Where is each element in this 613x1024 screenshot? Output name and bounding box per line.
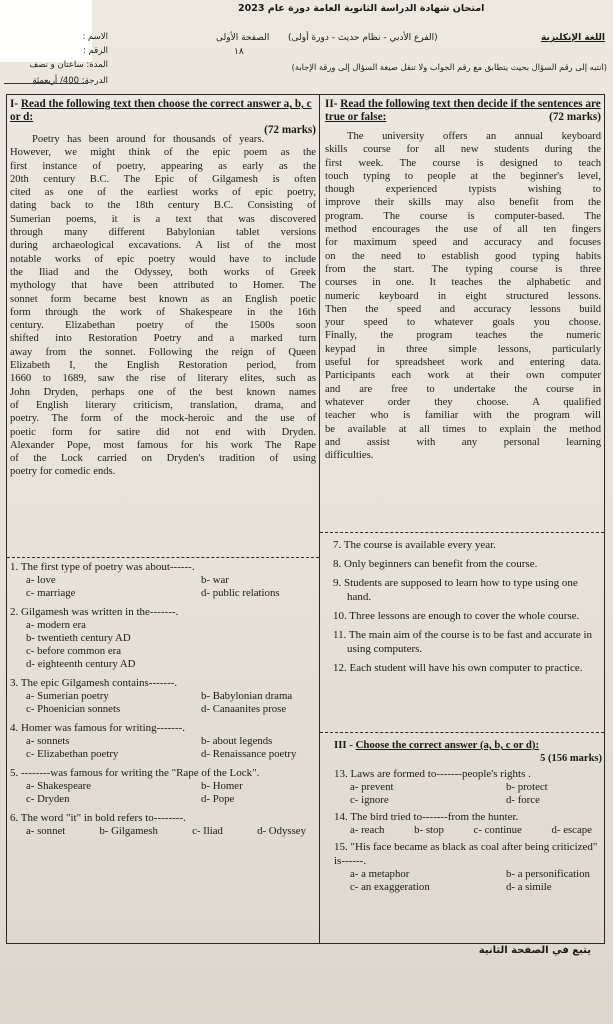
question (10, 676, 316, 716)
option-c: c- an exaggeration (350, 881, 430, 893)
question-options (334, 868, 602, 894)
question-stem: 3. The epic Gilgamesh contains-------. (10, 677, 178, 689)
passage-line: be available at all times to explain the method (325, 423, 601, 435)
passage-line: first instance of poetry, appearing as early as the (10, 160, 316, 172)
passage-line: numeric keyboard in eight structured lessons. (325, 290, 601, 302)
passage-line: during archaeological excavations. A list of the most (10, 240, 316, 252)
statement: 9. Students are supposed to learn how to type using one hand. (333, 577, 578, 603)
passage-line: from the start. The typing course is three (325, 263, 601, 275)
option-a: a- sonnet (26, 825, 66, 837)
passage-line: and assist with any personal learning (325, 436, 601, 448)
passage-line: keypad in three simple lessons, particularly (325, 343, 601, 355)
passage-line: poetry for comedic ends. (10, 466, 116, 478)
question-stem: 1. The first type of poetry was about------. (10, 561, 195, 573)
option-c: c- Phoenician sonnets (26, 703, 121, 715)
option-c: c- marriage (26, 587, 76, 599)
passage-line: useful for spreadsheet work and entering data. (325, 357, 601, 369)
section2 (325, 98, 601, 462)
question-stem: 14. The bird tried to-------from the hunter. (334, 811, 519, 823)
section2-title: II- Read the following text then decide if the sentences are true or false: (72 marks) (325, 98, 601, 123)
statement: 8. Only beginners can benefit from the course. (333, 558, 538, 570)
option-d: d- force (506, 794, 540, 806)
question-stem: 2. Gilgamesh was written in the-------. (10, 606, 179, 618)
continue-note: يتبع في الصفحة الثانية (478, 945, 591, 956)
section3-title: III - Choose the correct answer (a, b, c or d): (334, 739, 540, 751)
passage-line: improve their skills may also benefit from the (325, 197, 601, 209)
option-b: b- about legends (201, 735, 273, 747)
option-c: c- Elizabethan poetry (26, 748, 119, 760)
question-options (10, 780, 316, 806)
question-options (10, 619, 316, 671)
question-stem: 4. Homer was famous for writing-------. (10, 722, 186, 734)
option-a: a- modern era (26, 619, 86, 631)
option-b: b- war (201, 574, 229, 586)
question (10, 811, 316, 838)
option-d: d- eighteenth century AD (26, 658, 136, 670)
question-stem: 6. The word "it" in bold refers to--------. (10, 812, 186, 824)
subject: اللغة الإنكليزية (541, 33, 605, 43)
branch: (الفرع الأدبي - نظام حديث - دورة أولى) (288, 33, 438, 43)
passage-line: 1660 to 1689, saw the rise of literary elites, such as (10, 373, 316, 385)
section1-questions (10, 560, 316, 843)
section3 (334, 739, 602, 897)
section3-questions (334, 767, 602, 894)
option-a: a- Sumerian poetry (26, 690, 109, 702)
question-options (10, 735, 316, 761)
field-number: الرقم : (83, 46, 108, 56)
option-a: a- reach (350, 824, 385, 836)
question (334, 840, 602, 894)
passage-line: Sumerian poems, it is a text that was discovered (10, 213, 316, 225)
passage-line: poetic form for satire did not end with Dryden. (10, 426, 316, 438)
question-options (10, 574, 316, 600)
option-c: c- ignore (350, 794, 389, 806)
option-b: b- Babylonian drama (201, 690, 293, 702)
question (10, 560, 316, 600)
passage-line: away from the sonnet. Following the reign of Queen (10, 346, 316, 358)
passage-line: on the need to establish good typing habits (325, 250, 601, 262)
question-stem: 13. Laws are formed to-------people's rights . (334, 768, 531, 780)
option-b: b- Gilgamesh (99, 825, 158, 837)
option-d: d- Canaanites prose (201, 703, 287, 715)
passage-line: The university offers an annual keyboard (347, 131, 601, 142)
passage-line: dating back to the 18th century B.C. Consisting of (10, 200, 316, 212)
passage-line: skills course for all new students during the (325, 144, 601, 156)
option-c: c- continue (473, 824, 522, 836)
passage-line: poetry. The form of the mock-heroic and the use of (10, 413, 316, 425)
section1 (10, 98, 316, 479)
passage-line: and are free to undertake the course in (325, 383, 601, 395)
option-d: d- a simile (506, 881, 552, 893)
passage-line: Elizabeth I, the English Restoration period, from (10, 360, 316, 372)
passage-line: through many different Babylonian tablet versions (10, 227, 316, 239)
passage-line: mythology that have been attributed to Homer. The (10, 280, 316, 292)
option-b: b- stop (414, 824, 444, 836)
option-c: c- Iliad (192, 825, 223, 837)
field-grade: الدرجة: 400/ أربعمئة (32, 76, 108, 86)
option-d: d- Odyssey (257, 825, 306, 837)
section2-marks: (72 marks) (549, 111, 601, 123)
section1-passage (10, 133, 316, 479)
option-c: c- before common era (26, 645, 122, 657)
passage-line: 20th century B.C. The Epic of Gilgamesh is often (10, 173, 316, 185)
section3-marks: (156 marks) (548, 753, 602, 764)
option-a: a- Shakespeare (26, 780, 92, 792)
redacted-corner (0, 0, 92, 62)
passage-line: difficulties. (325, 450, 374, 462)
column-divider (319, 94, 320, 944)
question-options (334, 781, 602, 807)
exam-title: امتحان شهادة الدراسة الثانوية العامة دورة عام 2023 (238, 3, 485, 14)
section1-marks: (72 marks) (264, 124, 316, 136)
option-b: b- Homer (201, 780, 243, 792)
option-c: c- Dryden (26, 793, 70, 805)
passage-line: first week. The course is designed to teach (325, 157, 601, 169)
passage-line: of English literary criticism, translation, drama, and (10, 399, 316, 411)
option-d: d- Pope (201, 793, 235, 805)
question-options (334, 824, 602, 837)
statement: 7. The course is available every year. (333, 539, 496, 551)
passage-line: John Dryden, perhaps one of the best known names (10, 386, 316, 398)
section3-instruction: Choose the correct answer (a, b, c or d): (355, 739, 540, 751)
passage-line: Poetry has been around for thousands of years. (32, 134, 265, 145)
passage-line: whatever order they choose. A qualified (325, 396, 601, 408)
option-b: b- protect (506, 781, 548, 793)
option-d: d- public relations (201, 587, 280, 599)
option-d: d- escape (551, 824, 592, 836)
passage-line: Participants each work at their own computer (325, 370, 601, 382)
passage-line: courses in one. It teaches the alphabetic and (325, 277, 601, 289)
option-a: a- a metaphor (350, 868, 410, 880)
question (10, 721, 316, 761)
section3-marks-line (334, 752, 602, 765)
question (334, 767, 602, 807)
section3-divider (320, 732, 604, 733)
passage-line: the Iliad and the Odyssey, both works of Greek (10, 266, 316, 278)
passage-line: shifted into Restoration Poetry and a marked turn (10, 333, 316, 345)
instruction: (انتبه إلى رقم السؤال بحيث يتطابق مع رقم الجواب ولا تنقل صيغة السؤال إلى ورقة الإجابة) (291, 62, 607, 72)
passage-line: notable works of epic poetry would have to include (10, 253, 316, 265)
option-b: b- a personification (506, 868, 590, 880)
field-duration: المدة: ساعتان و نصف (29, 60, 108, 70)
passage-line: though experienced typists wishing to (325, 184, 601, 196)
passage-line: program. The course is computer-based. The (325, 210, 601, 222)
question (10, 766, 316, 806)
passage-line: form through the work of Shakespeare in the 16th (10, 306, 316, 318)
option-a: a- sonnets (26, 735, 70, 747)
passage-line: touch typing to people at the beginner's level, (325, 170, 601, 182)
passage-line: for maximum speed and accuracy and focuses (325, 237, 601, 249)
section2-instruction: Read the following text then decide if the sentences are true or false: (325, 98, 601, 123)
statement: 11. The main aim of the course is to be fast and accurate in using computers. (333, 629, 593, 655)
section2-statements (333, 538, 601, 680)
passage-line: cited as one of the earliest works of epic poetry, (10, 187, 316, 199)
field-name: الاسم : (82, 32, 108, 42)
option-b: b- twentieth century AD (26, 632, 131, 644)
question-options (10, 690, 316, 716)
question (334, 810, 602, 837)
question (10, 605, 316, 671)
passage-line: century. Elizabethan poetry of the 1500s soon (10, 320, 316, 332)
section1-title: I- Read the following text then choose the correct answer a, b, c or d: (72 marks) (10, 98, 316, 136)
section2-passage (325, 130, 601, 462)
option-a: a- love (26, 574, 56, 586)
question-stem: 15. "His face became as black as coal after being criticized" is------. (334, 841, 598, 867)
question-options (10, 825, 316, 838)
passage-line: of the Lock carried on Dryden's tradition of using (10, 453, 316, 465)
passage-line: Alexander Pope, most famous for his work The Rape (10, 439, 316, 451)
option-a: a- prevent (350, 781, 394, 793)
statement: 10. Three lessons are enough to cover the whole course. (333, 610, 580, 622)
passage-line: Finally, the program teaches the numeric (325, 330, 601, 342)
section2-divider (320, 532, 604, 533)
page-number: ١٨ (234, 47, 244, 57)
passage-line: However, we might think of the epic poem as the (10, 147, 316, 159)
passage-line: sonnet form became best known as an English poetic (10, 293, 316, 305)
question-stem: 5. --------was famous for writing the "Rape of the Lock". (10, 767, 260, 779)
section1-divider (7, 557, 319, 558)
passage-line: your speed to whatever goals you choose. (325, 317, 601, 329)
passage-line: method encourages the use of all ten fingers (325, 224, 601, 236)
page-label: الصفحة الأولى (216, 33, 270, 43)
grade-scribble (4, 62, 88, 84)
option-d: d- Renaissance poetry (201, 748, 297, 760)
section1-instruction: Read the following text then choose the correct answer a, b, c or d: (10, 98, 312, 123)
section3-marks-prefix: 5 (540, 753, 546, 764)
statement: 12. Each student will have his own computer to practice. (333, 662, 583, 674)
passage-line: Then the speed and accuracy lessons build (325, 303, 601, 315)
passage-line: teacher who is familiar with the program will (325, 410, 601, 422)
